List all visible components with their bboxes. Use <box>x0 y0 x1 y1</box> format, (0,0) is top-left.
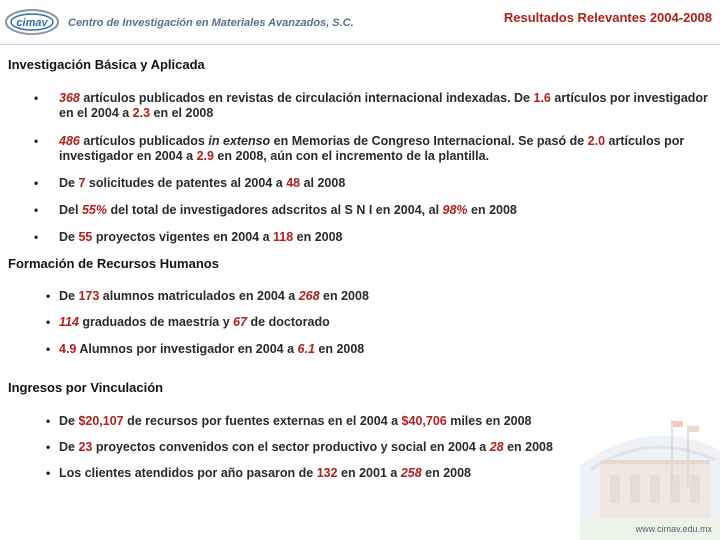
list-item-patentes: De 7 solicitudes de patentes al 2004 a 48 al 2008 <box>59 176 346 190</box>
bullet-icon: • <box>46 440 51 454</box>
list-item-alumnos-por-investigador: 4.9 Alumnos por investigador en 2004 a 6.1 en 2008 <box>59 342 365 356</box>
list-item-alumnos: De 173 alumnos matriculados en 2004 a 268 en 2008 <box>59 289 369 303</box>
bullet-icon: • <box>34 203 39 217</box>
header-divider <box>0 44 720 45</box>
bullet-icon: • <box>34 230 39 244</box>
list-item-clientes: Los clientes atendidos por año pasaron de 132 en 2001 a 258 en 2008 <box>59 466 472 480</box>
list-item-proyectos: De 55 proyectos vigentes en 2004 a 118 en 2008 <box>59 230 343 244</box>
section-title-formacion: Formación de Recursos Humanos <box>8 256 219 271</box>
bullet-icon: • <box>46 466 51 480</box>
list-item-articulos-memorias: 486 artículos publicados in extenso en Memorias de Congreso Internacional. Se pasó de 2.0 artículos por investigador en 2004 a 2.9 en 2008, aún con el incremento de la plantilla. <box>59 134 685 163</box>
cimav-logo <box>4 6 60 38</box>
bullet-icon: • <box>46 289 51 303</box>
footer-url: www.cimav.edu.mx <box>635 524 712 534</box>
bullet-icon: • <box>34 134 39 148</box>
organization-name: Centro de Investigación en Materiales Avanzados, S.C. <box>68 17 354 29</box>
list-item-articulos-revistas: 368 artículos publicados en revistas de circulación internacional indexadas. De 1.6 artículos por investigador en el 2004 a 2.3 en el 2008 <box>59 91 708 120</box>
bullet-icon: • <box>34 176 39 190</box>
bullet-icon: • <box>46 315 51 329</box>
list-item-graduados: 114 graduados de maestría y 67 de doctorado <box>59 315 330 329</box>
bullet-icon: • <box>34 91 39 105</box>
bullet-icon: • <box>46 342 51 356</box>
logo-text: cimav <box>16 17 48 29</box>
list-item-proyectos-convenidos: De 23 proyectos convenidos con el sector productivo y social en 2004 a 28 en 2008 <box>59 440 553 454</box>
slide-header <box>0 0 720 44</box>
section-title-ingresos: Ingresos por Vinculación <box>8 380 164 395</box>
list-item-sni: Del 55% del total de investigadores adscritos al S N I en 2004, al 98% en 2008 <box>59 203 517 217</box>
bullet-icon: • <box>46 414 51 428</box>
slide-title: Resultados Relevantes 2004-2008 <box>503 10 712 25</box>
section-title-basica: Investigación Básica y Aplicada <box>8 57 205 72</box>
list-item-recursos: De $20,107 de recursos por fuentes externas en el 2004 a $40,706 miles en 2008 <box>59 414 532 428</box>
